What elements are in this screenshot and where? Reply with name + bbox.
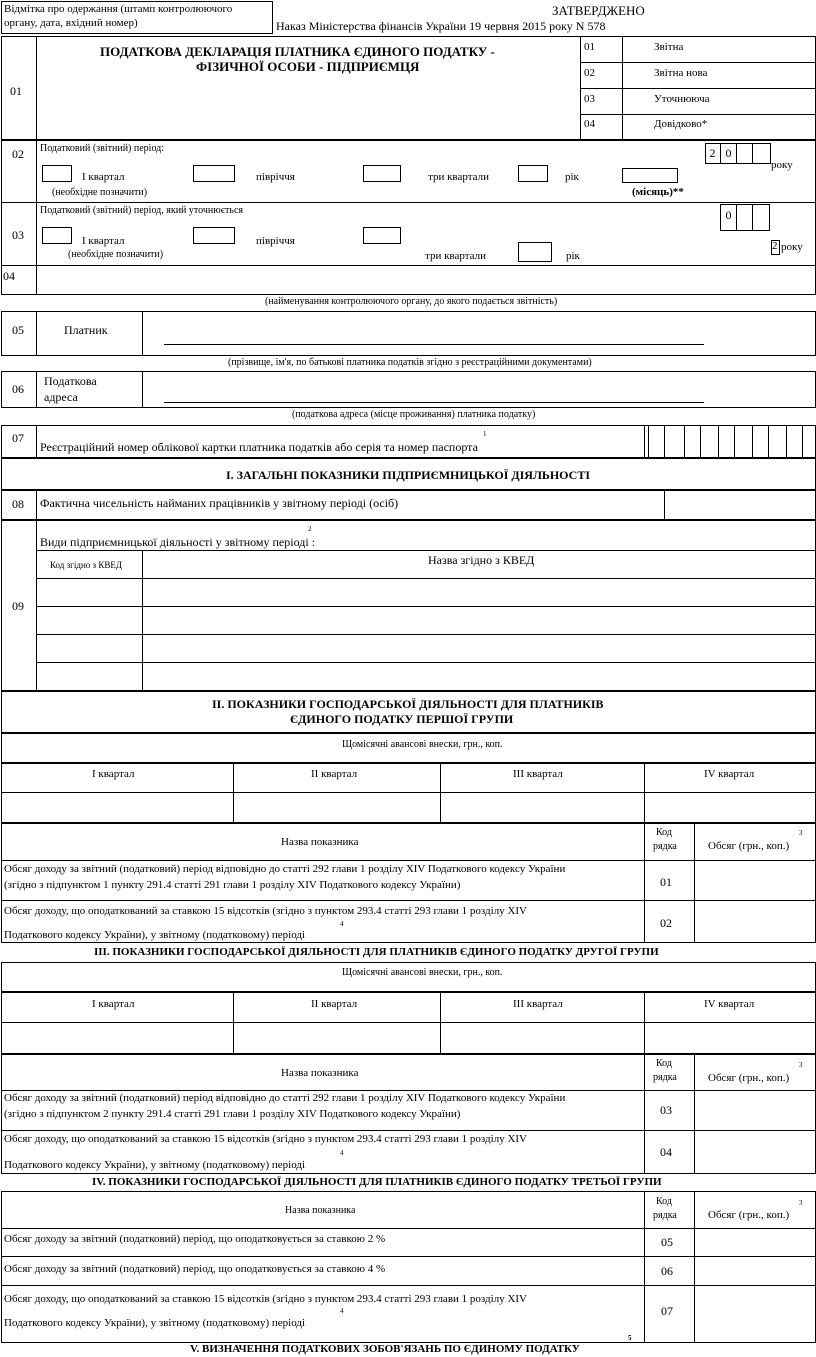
row-02-half-checkbox[interactable] [193,165,235,182]
kved-row-1[interactable] [37,579,815,605]
row-02-q3-checkbox[interactable] [363,165,401,182]
order-reference: Наказ Міністерства фінансів України 19 червня 2015 року N 578 [276,19,606,33]
doc-type-code-03: 03 [584,93,595,105]
doc-type-label-02[interactable]: Звітна нова [654,67,708,79]
row-07-income-line1: Обсяг доходу, що оподаткований за ставкою 15 відсотків (згідно з пунктом 293.4 статті 293 глави 1 розділу XIV [4,1293,527,1305]
section-4-name-header: Назва показника [285,1205,356,1216]
row-03-income-code: 03 [660,1103,672,1117]
section-2-q2-value[interactable] [234,793,439,822]
row-03-year-suffix: року [781,241,803,253]
section-2-q4-value[interactable] [645,793,815,822]
section-4-volume-header: Обсяг (грн., коп.) [708,1209,790,1221]
employees-value[interactable] [670,497,810,513]
row-08-number: 08 [12,497,24,511]
approved-label: ЗАТВЕРДЖЕНО [552,3,645,18]
section-3-q1: I квартал [92,998,135,1010]
row-06-label-2: адреса [44,390,78,404]
section-5-title: V. ВИЗНАЧЕННЯ ПОДАТКОВИХ ЗОБОВ'ЯЗАНЬ ПО ЄДИНОМУ ПОДАТКУ [190,1343,580,1355]
section-2-code-header-2: рядка [653,841,677,852]
declaration-title-line1: ПОДАТКОВА ДЕКЛАРАЦІЯ ПЛАТНИКА ЄДИНОГО ПОДАТКУ - [100,44,495,59]
row-02-label: Податковий (звітний) період: [40,143,165,154]
row-03-year-label: рік [566,250,580,262]
row-02-year-checkbox[interactable] [518,165,548,182]
row-02-year-suffix: року [771,159,793,171]
address-line[interactable] [164,402,704,403]
row-02-income-line2: Податкового кодексу України), у звітному (податковому) періоді [4,929,306,941]
section-3-q4-value[interactable] [645,1023,815,1053]
row-07-income-line2: Податкового кодексу України), у звітному (податковому) періоді [4,1317,306,1329]
row-04-income-line2: Податкового кодексу України), у звітному (податковому) періоді [4,1159,306,1171]
row-03-q3-label: три квартали [425,250,487,262]
row-04-income-footnote: 4 [340,1149,344,1157]
taxpayer-name-line[interactable] [164,344,704,345]
section-2-q3-value[interactable] [441,793,643,822]
doc-type-code-01: 01 [584,41,595,53]
section-2-name-header: Назва показника [281,836,359,848]
section-1-title: I. ЗАГАЛЬНІ ПОКАЗНИКИ ПІДПРИЄМНИЦЬКОЇ ДІЯЛЬНОСТІ [226,468,591,482]
row-02-half-label: півріччя [256,171,295,183]
doc-type-label-03[interactable]: Уточнююча [654,93,710,105]
declaration-title-line2: ФІЗИЧНОЇ ОСОБИ - ПІДПРИЄМЦЯ [196,59,420,74]
row-03-year-digit-2: 0 [725,208,732,222]
row-05-label: Платник [64,323,108,337]
section-5-footnote: 5 [628,1334,632,1342]
row-02-q1-label: I квартал [82,171,125,183]
row-04-caption: (найменування контролюючого органу, до якого подається звітність) [265,296,558,307]
section-2-monthly-label: Щомісячні авансові внески, грн., коп. [342,739,503,750]
row-04-income-value[interactable] [695,1131,815,1173]
doc-type-code-02: 02 [584,67,595,79]
row-02-year-digit-2: 0 [725,146,732,160]
row-03-number: 03 [12,228,24,242]
row-03-income-line1: Обсяг доходу за звітний (податковий) період відповідно до статті 292 глави 1 розділу XIV Податкового кодексу України [4,1092,566,1104]
section-3-monthly-label: Щомісячні авансові внески, грн., коп. [342,967,503,978]
row-07-income-code: 07 [661,1304,673,1318]
row-03-income-line2: (згідно з підпунктом 2 пункту 291.4 статті 291 глави 1 розділу XIV Податкового кодексу України) [4,1108,461,1120]
row-03-income-value[interactable] [695,1091,815,1129]
row-02-year-label: рік [565,171,579,183]
row-02-q3-label: три квартали [428,171,490,183]
row-09-footnote: 2 [308,525,312,533]
row-06-income-line1: Обсяг доходу за звітний (податковий) період, що оподатковується за ставкою 4 % [4,1263,386,1275]
row-07-number: 07 [12,431,24,445]
row-09-number: 09 [12,599,24,613]
row-02-income-footnote: 4 [340,920,344,928]
section-2-title-line2: ЄДИНОГО ПОДАТКУ ПЕРШОЇ ГРУПИ [290,712,514,726]
row-04-income-line1: Обсяг доходу, що оподаткований за ставкою 15 відсотків (згідно з пунктом 293.4 статті 293 глави 1 розділу XIV [4,1133,527,1145]
section-4-volume-footnote: 3 [799,1199,803,1207]
section-2-code-header-1: Код [656,827,672,838]
row-02-income-line1: Обсяг доходу, що оподаткований за ставкою 15 відсотків (згідно з пунктом 293.4 статті 293 глави 1 розділу XIV [4,905,527,917]
row-02-note: (необхідне позначити) [52,187,148,198]
row-02-year-digit-1: 2 [709,146,716,160]
row-03-half-checkbox[interactable] [193,227,235,244]
row-05-income-value[interactable] [695,1229,815,1255]
taxpayer-row [1,311,816,356]
row-05-number: 05 [12,323,24,337]
row-04-number: 04 [3,269,15,283]
row-07-label: Реєстраційний номер облікової картки платника податків або серія та номер паспорта [40,440,478,454]
row-05-income-line1: Обсяг доходу за звітний (податковий) період, що оподатковується за ставкою 2 % [4,1233,386,1245]
kved-name-header: Назва згідно з КВЕД [428,553,535,567]
section-3-q3-value[interactable] [441,1023,643,1053]
row-03-half-label: півріччя [256,235,295,247]
row-07-income-value[interactable] [695,1286,815,1342]
kved-row-2[interactable] [37,607,815,633]
section-3-q4: IV квартал [704,998,755,1010]
row-02-month-label: (місяць)** [632,186,684,198]
row-02-month-field[interactable] [622,168,678,183]
section-2-q1: I квартал [92,768,135,780]
section-2-q2: II квартал [311,768,358,780]
row-01-income-code: 01 [660,875,672,889]
row-08-label: Фактична чисельність найманих працівників у звітному періоді (осіб) [40,496,399,510]
section-2-volume-header: Обсяг (грн., коп.) [708,840,790,852]
row-03-q1-label: I квартал [82,235,125,247]
row-02-income-code: 02 [660,916,672,930]
row-06-label-1: Податкова [44,374,97,388]
section-4-code-header-1: Код [656,1196,672,1207]
section-3-title: III. ПОКАЗНИКИ ГОСПОДАРСЬКОЇ ДІЯЛЬНОСТІ ДЛЯ ПЛАТНИКІВ ЄДИНОГО ПОДАТКУ ДРУГОЇ ГРУПИ [94,946,659,958]
section-3-q2: II квартал [311,998,358,1010]
row-03-year-prefix: 2 [772,240,778,252]
row-03-q3-checkbox[interactable] [363,227,401,244]
row-04-income-code: 04 [660,1145,672,1159]
row-03-note: (необхідне позначити) [68,249,164,260]
kved-code-header: Код згідно з КВЕД [50,560,122,570]
doc-type-code-04: 04 [584,118,595,130]
doc-type-label-01[interactable]: Звітна [654,41,684,53]
section-3-q3: III квартал [513,998,563,1010]
row-06-income-code: 06 [661,1264,673,1278]
period-block [1,140,816,295]
row-02-number: 02 [12,147,24,161]
row-01-number: 01 [10,84,22,98]
section-2-q3: III квартал [513,768,563,780]
row-01-income-line1: Обсяг доходу за звітний (податковий) період відповідно до статті 292 глави 1 розділу XIV Податкового кодексу України [4,863,566,875]
row-05-caption: (прізвище, ім'я, по батькові платника податків згідно з реєстраційними документами) [228,357,592,368]
row-06-income-value[interactable] [695,1257,815,1284]
stamp-label-line1: Відмітка про одержання (штамп контролюючого [4,3,233,15]
row-01-income-line2: (згідно з підпунктом 1 пункту 291.4 статті 291 глави 1 розділу XIV Податкового кодексу України) [4,879,461,891]
section-3-volume-header: Обсяг (грн., коп.) [708,1072,790,1084]
stamp-label-line2: органу, дата, вхідний номер) [4,17,138,29]
section-3-q2-value[interactable] [234,1023,439,1053]
row-03-q1-checkbox[interactable] [42,227,72,244]
row-02-q1-checkbox[interactable] [42,165,72,182]
kved-row-4[interactable] [37,663,815,690]
section-4-title: IV. ПОКАЗНИКИ ГОСПОДАРСЬКОЇ ДІЯЛЬНОСТІ ДЛЯ ПЛАТНИКІВ ЄДИНОГО ПОДАТКУ ТРЕТЬОЇ ГРУПИ [92,1176,662,1188]
section-2-title-line1: II. ПОКАЗНИКИ ГОСПОДАРСЬКОЇ ДІЯЛЬНОСТІ ДЛЯ ПЛАТНИКІВ [212,697,604,711]
doc-type-label-04[interactable]: Довідково* [654,118,708,130]
row-07-income-footnote: 4 [340,1307,344,1315]
section-3-volume-footnote: 3 [799,1061,803,1069]
row-07-footnote: 1 [483,430,487,438]
row-06-number: 06 [12,382,24,396]
row-05-income-code: 05 [661,1235,673,1249]
row-09-label: Види підприємницької діяльності у звітному періоді : [40,535,316,549]
section-2-q1-value[interactable] [2,793,232,822]
id-number-cells[interactable] [644,425,816,458]
row-03-year-checkbox[interactable] [518,242,552,262]
row-03-label: Податковий (звітний) період, який уточнюється [40,205,244,216]
section-2-q4: IV квартал [704,768,755,780]
section-2-volume-footnote: 3 [799,829,803,837]
kved-row-3[interactable] [37,635,815,661]
row-06-caption: (податкова адреса (місце проживання) платника податку) [292,409,536,420]
row-01-income-value[interactable] [695,861,815,899]
section-3-q1-value[interactable] [2,1023,232,1053]
section-3-code-header-2: рядка [653,1072,677,1083]
section-4-code-header-2: рядка [653,1210,677,1221]
section-3-name-header: Назва показника [281,1067,359,1079]
section-3-code-header-1: Код [656,1058,672,1069]
row-02-income-value[interactable] [695,901,815,942]
